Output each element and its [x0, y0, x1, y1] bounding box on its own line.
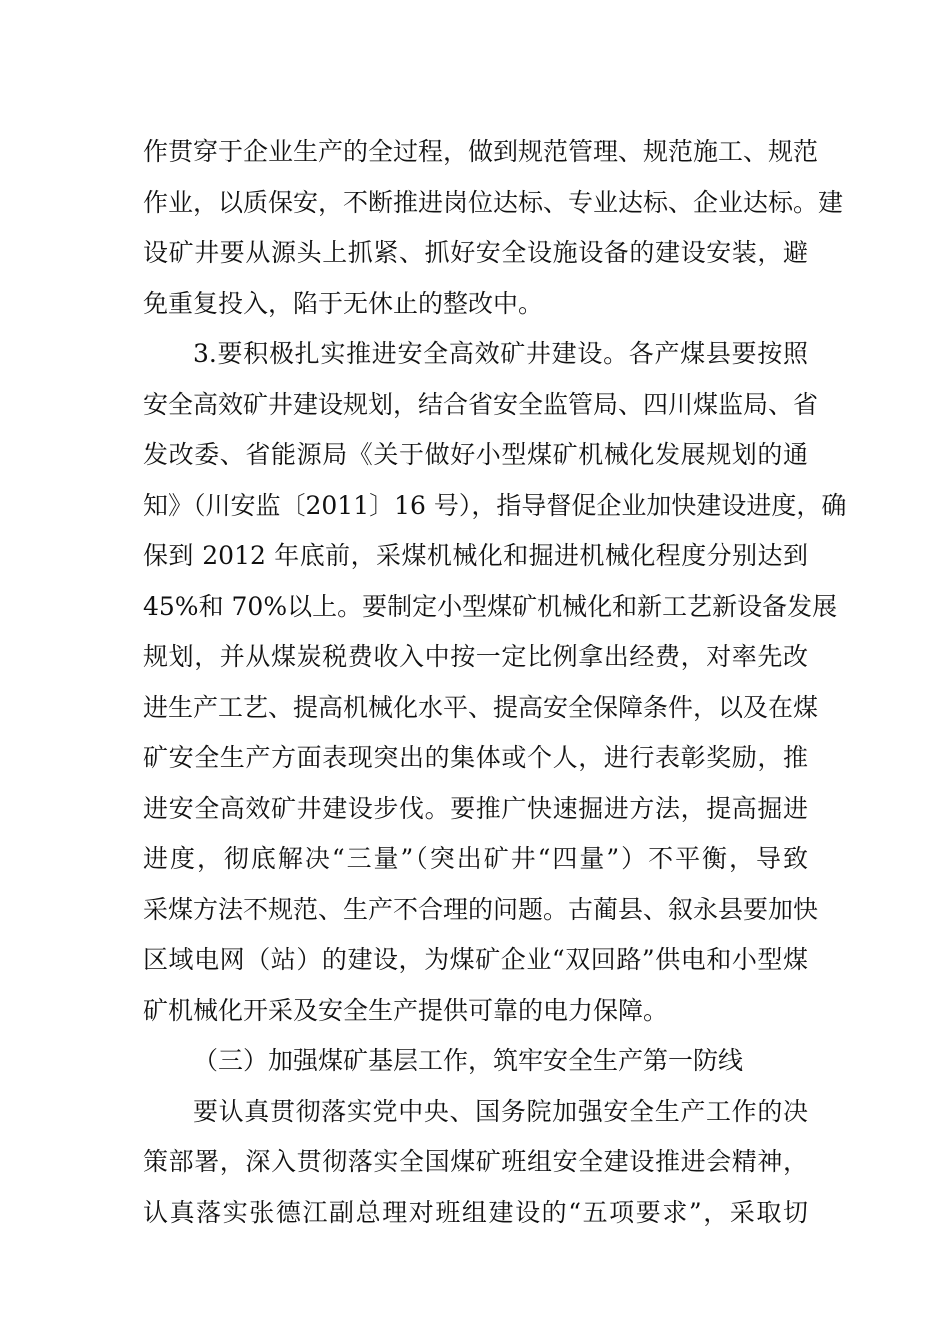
text-line: 要认真贯彻落实党中央、国务院加强安全生产工作的决	[193, 1096, 808, 1126]
text-line: 矿安全生产方面表现突出的集体或个人，进行表彰奖励，推	[143, 743, 808, 772]
text-line: 安全高效矿井建设规划，结合省安全监管局、四川煤监局、省	[143, 389, 819, 419]
text-line: 策部署，深入贯彻落实全国煤矿班组安全建设推进会精神，	[143, 1147, 808, 1176]
text-line: 进度，彻底解决“三量”（突出矿井“四量”）不平衡，导致	[143, 844, 808, 873]
text-line: 3.要积极扎实推进安全高效矿井建设。各产煤县要按照	[193, 339, 808, 368]
text-line: 免重复投入，陷于无休止的整改中。	[143, 288, 544, 318]
text-line: 设矿井要从源头上抓紧、抓好安全设施设备的建设安装，避	[143, 238, 808, 267]
text-line: 作贯穿于企业生产的全过程，做到规范管理、规范施工、规范	[143, 137, 819, 166]
section-heading: （三）加强煤矿基层工作，筑牢安全生产第一防线	[193, 1046, 744, 1075]
text-line: 进生产工艺、提高机械化水平、提高安全保障条件，以及在煤	[143, 692, 819, 722]
text-line: 45%和 70%以上。要制定小型煤矿机械化和新工艺新设备发展	[143, 591, 838, 621]
body-text	[143, 127, 847, 1238]
text-line: 发改委、省能源局《关于做好小型煤矿机械化发展规划的通	[143, 440, 808, 469]
text-line: 知》（川安监〔2011〕16 号），指导督促企业加快建设进度，确	[143, 490, 847, 520]
text-line: 作业，以质保安，不断推进岗位达标、专业达标、企业达标。建	[143, 187, 844, 217]
text-line: 进安全高效矿井建设步伐。要推广快速掘进方法，提高掘进	[143, 793, 808, 823]
text-line: 规划，并从煤炭税费收入中按一定比例拿出经费，对率先改	[143, 642, 808, 671]
text-line: 区域电网（站）的建设，为煤矿企业“双回路”供电和小型煤	[143, 945, 808, 974]
text-line: 采煤方法不规范、生产不合理的问题。古蔺县、叙永县要加快	[143, 894, 819, 924]
text-line: 认真落实张德江副总理对班组建设的“五项要求”，采取切	[143, 1197, 808, 1227]
text-line: 矿机械化开采及安全生产提供可靠的电力保障。	[143, 995, 669, 1025]
text-line: 保到 2012 年底前，采煤机械化和掘进机械化程度分别达到	[143, 541, 808, 570]
